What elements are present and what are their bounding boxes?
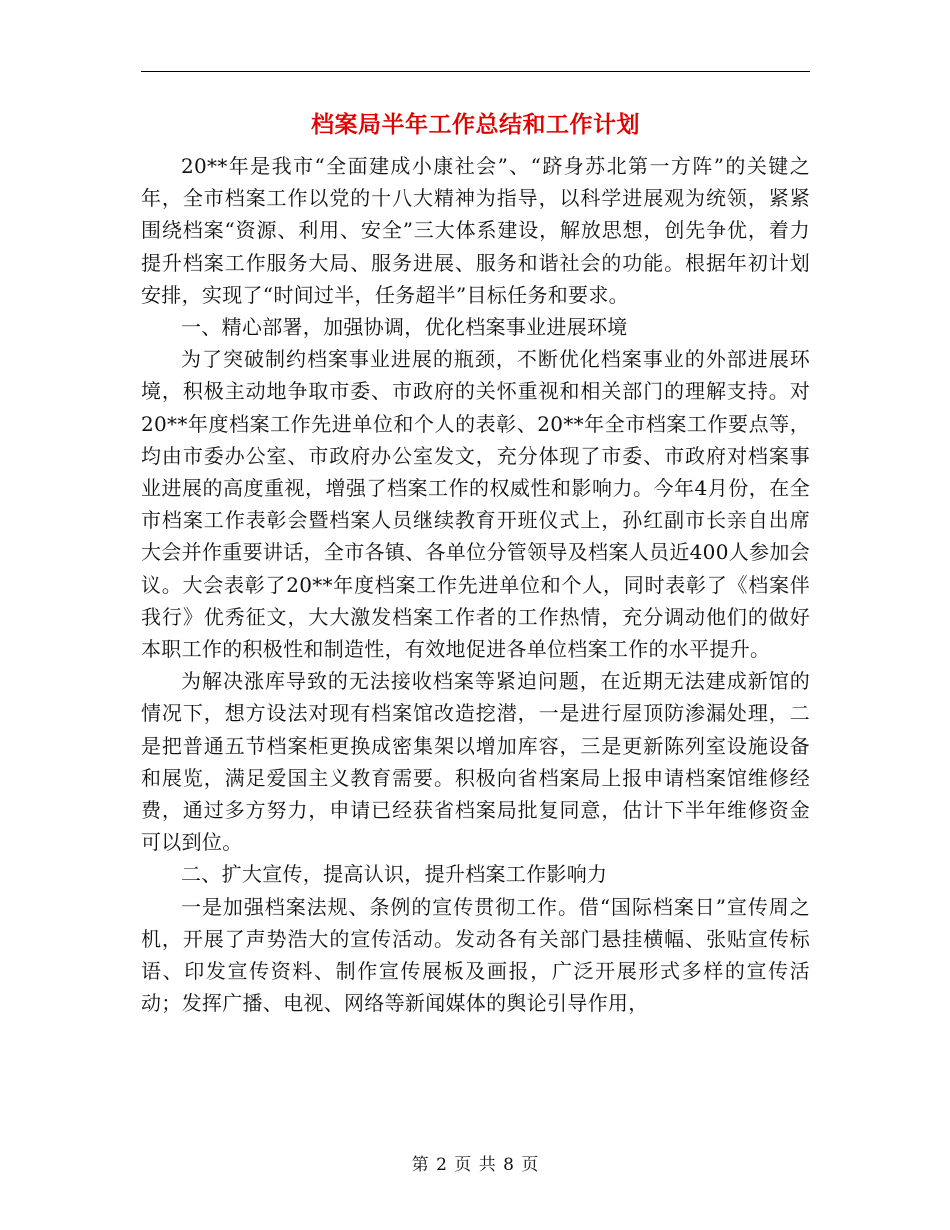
paragraph-publicity: 一是加强档案法规、条例的宣传贯彻工作。借“国际档案日”宣传周之机，开展了声势浩大的宣传活动。发动各有关部门悬挂横幅、张贴宣传标语、印发宣传资料、制作宣传展板及画报，广泛开展形式多样的宣传活动；发挥广播、电视、网络等新闻媒体的舆论引导作用， bbox=[141, 894, 810, 1016]
document-title: 档案局半年工作总结和工作计划 bbox=[311, 112, 640, 138]
section-heading-1: 一、精心部署，加强协调，优化档案事业进展环境 bbox=[181, 315, 628, 340]
page-number-footer: 第 2 页 共 8 页 bbox=[411, 1155, 539, 1175]
header-rule bbox=[141, 71, 810, 72]
paragraph-environment: 为了突破制约档案事业进展的瓶颈，不断优化档案事业的外部进展环境，积极主动地争取市委、市政府的关怀重视和相关部门的理解支持。对20**年度档案工作先进单位和个人的表彰、20**年全市档案工作要点等，均由市委办公室、市政府办公室发文，充分体现了市委、市政府对档案事业进展的高度重视，增强了档案工作的权威性和影响力。今年4月份，在全市档案工作表彰会暨档案人员继续教育开班仪式上，孙红副市长亲自出席大会并作重要讲话，全市各镇、各单位分管领导及档案人员近400人参加会议。大会表彰了20**年度档案工作先进单位和个人，同时表彰了《档案伴我行》优秀征文，大大激发档案工作者的工作热情，充分调动他们的做好本职工作的积极性和制造性，有效地促进各单位档案工作的水平提升。 bbox=[141, 347, 810, 662]
section-heading-2: 二、扩大宣传，提高认识，提升档案工作影响力 bbox=[181, 862, 608, 887]
document-body bbox=[141, 150, 810, 1019]
paragraph-intro: 20**年是我市“全面建成小康社会”、“跻身苏北第一方阵”的关键之年，全市档案工作以党的十八大精神为指导，以科学进展观为统领，紧紧围绕档案“资源、利用、安全”三大体系建设，解放思想，创先争优，着力提升档案工作服务大局、服务进展、服务和谐社会的功能。根据年初计划安排，实现了“时间过半，任务超半”目标任务和要求。 bbox=[141, 154, 810, 307]
paragraph-archive-renovation: 为解决涨库导致的无法接收档案等紧迫问题，在近期无法建成新馆的情况下，想方设法对现有档案馆改造挖潜，一是进行屋顶防渗漏处理，二是把普通五节档案柜更换成密集架以增加库容，三是更新陈列室设施设备和展览，满足爱国主义教育需要。积极向省档案局上报申请档案馆维修经费，通过多方努力，申请已经获省档案局批复同意，估计下半年维修资金可以到位。 bbox=[141, 669, 810, 855]
